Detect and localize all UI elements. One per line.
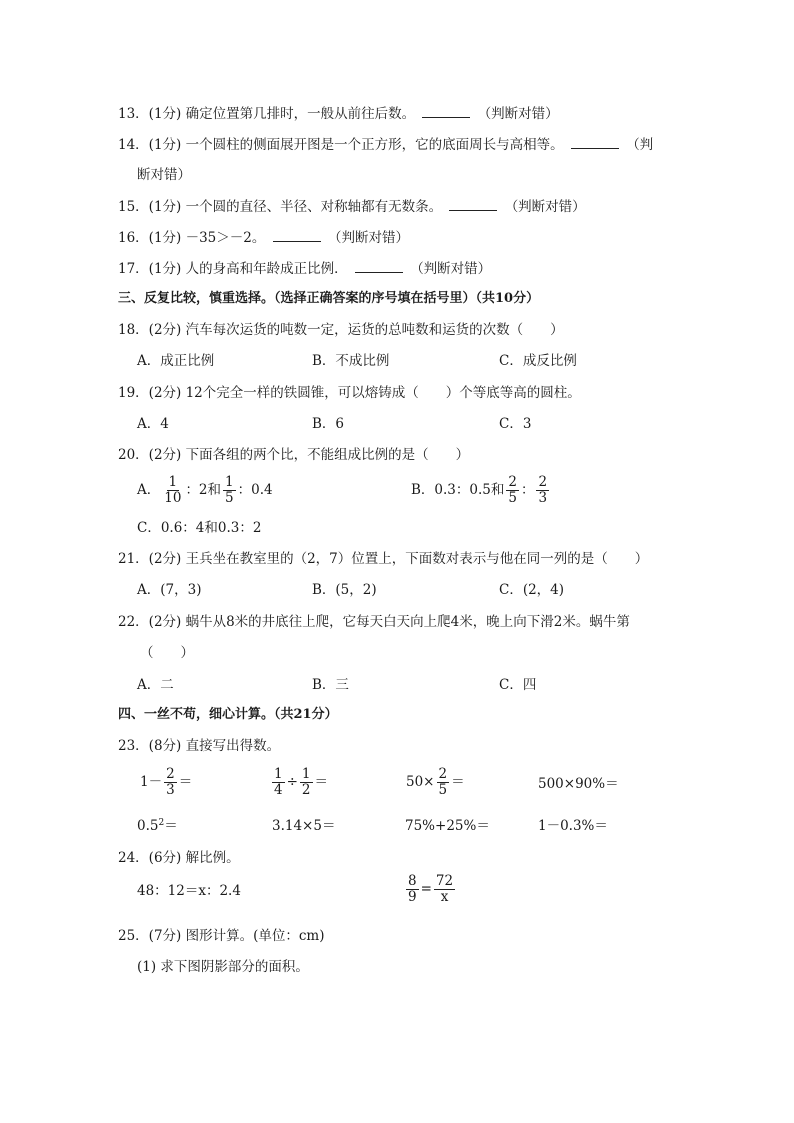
question-18: 18．(2分) 汽车每次运货的吨数一定，运货的总吨数和运货的次数（ ） [118,322,564,338]
question-15 [118,197,586,216]
question-text: 16．(1分) －35＞－2。 [118,230,266,246]
question-text: 17．(1分) 人的身高和年龄成正比例． [118,261,348,277]
judge-hint: （判断对错） [504,199,586,215]
fraction [223,475,236,506]
option-a[interactable]: A．二 [137,677,174,693]
expression-5 [137,817,178,835]
equals-sign: ＝ [178,774,193,790]
expression-6: 3.14×5＝ [272,818,336,834]
question-text: 14．(1分) 一个圆柱的侧面展开图是一个正方形，它的底面周长与高相等。 [118,137,564,153]
option-b[interactable]: B．三 [312,677,349,693]
exponent: 2 [158,818,165,828]
numerator: 72 [435,873,454,889]
question-16 [118,228,409,247]
expression-text: 0.5 [137,818,159,834]
equals-sign: = [420,881,432,897]
section-3-heading: 三、反复比较，慎重选择。（选择正确答案的序号填在括号里）（共10分） [118,291,540,306]
option-a[interactable]: A．(7，3) [137,582,202,598]
fraction [164,767,177,798]
expression-text: 1－ [140,774,163,790]
equals-sign: ＝ [451,774,465,790]
question-25-sub-1: (1) 求下图阴影部分的面积。 [137,959,309,975]
judge-hint: （判断对错） [477,106,559,122]
fraction [536,475,549,506]
equals-sign: ＝ [164,818,178,834]
judge-hint: （判 [626,137,654,153]
option-a[interactable] [137,475,273,506]
question-17 [118,259,491,278]
option-c[interactable]: C．四 [499,677,537,693]
option-c[interactable]: C．成反比例 [499,353,577,369]
denominator: 3 [538,490,548,506]
denominator: 4 [274,782,283,798]
question-23: 23．(8分) 直接写出得数。 [118,738,281,754]
option-c[interactable]: C．0.6：4和0.3：2 [137,520,262,536]
option-label: A． [137,482,161,498]
answer-blank[interactable] [422,104,470,118]
numerator: 1 [301,766,311,782]
question-25: 25．(7分) 图形计算。(单位：cm) [118,928,325,944]
equals-sign: ＝ [314,774,328,790]
numerator: 2 [508,474,517,490]
option-text: ：2和 [185,482,222,498]
denominator: 9 [408,889,417,905]
answer-blank[interactable] [449,197,497,211]
fraction [162,475,183,506]
option-b[interactable]: B．(5，2) [312,582,377,598]
denominator: 5 [225,490,234,506]
option-b[interactable] [411,475,551,506]
question-text: 13．(1分) 确定位置第几排时，一般从前往后数。 [118,106,416,122]
answer-blank[interactable] [273,228,321,242]
numerator: 1 [225,474,234,490]
answer-blank[interactable] [571,135,619,149]
question-20: 20．(2分) 下面各组的两个比，不能组成比例的是（ ） [118,447,470,463]
denominator: 5 [438,782,448,798]
fraction [434,874,455,905]
option-c[interactable]: C．3 [499,416,532,432]
denominator: 5 [508,490,517,506]
option-b[interactable]: B．不成比例 [312,353,390,369]
fraction [437,767,450,798]
question-24: 24．(6分) 解比例。 [118,850,240,866]
fraction [272,767,285,798]
numerator: 1 [168,474,178,490]
expression-7: 75%+25%＝ [405,818,490,834]
numerator: 1 [274,766,283,782]
denominator: 10 [164,490,182,506]
option-text: ： [520,482,535,498]
judge-hint: （判断对错） [410,261,492,277]
judge-hint: （判断对错） [327,230,409,246]
question-21: 21．(2分) 王兵坐在教室里的（2，7）位置上，下面数对表示与他在同一列的是（ ） [118,551,649,567]
option-text: ：0.4 [237,482,273,498]
operator: ÷ [286,774,298,790]
option-a[interactable]: A．成正比例 [137,353,215,369]
expression-8: 1－0.3%＝ [538,818,608,834]
answer-blank[interactable] [355,259,403,273]
fraction [406,874,419,905]
proportion-1: 48：12＝x：2.4 [137,883,241,899]
expression-4: 500×90%＝ [538,776,619,792]
expression-text: 50× [406,774,435,790]
question-text: 15．(1分) 一个圆的直径、半径、对称轴都有无数条。 [118,199,443,215]
numerator: 2 [166,766,175,782]
question-14 [118,135,653,154]
expression-3 [406,767,465,798]
fraction [506,475,519,506]
proportion-2 [404,874,457,905]
option-label: B．0.3：0.5和 [411,482,505,498]
question-13 [118,104,559,123]
numerator: 2 [438,766,448,782]
answer-parentheses: （ ） [140,645,194,661]
expression-2 [270,767,328,798]
question-19: 19．(2分) 12个完全一样的铁圆锥，可以熔铸成（ ）个等底等高的圆柱。 [118,385,581,401]
denominator: 2 [301,782,311,798]
option-a[interactable]: A．4 [137,416,169,432]
fraction [300,767,313,798]
numerator: 8 [408,873,417,889]
question-14-continued: 断对错） [137,167,191,183]
denominator: x [440,889,449,905]
section-4-heading: 四、一丝不苟，细心计算。（共21分） [118,707,338,722]
denominator: 3 [166,782,175,798]
question-22: 22．(2分) 蜗牛从8米的井底往上爬，它每天白天向上爬4米，晚上向下滑2米。蜗牛第 [118,614,630,630]
option-b[interactable]: B．6 [312,416,345,432]
numerator: 2 [538,474,548,490]
option-c[interactable]: C．(2，4) [499,582,565,598]
expression-1 [140,767,192,798]
